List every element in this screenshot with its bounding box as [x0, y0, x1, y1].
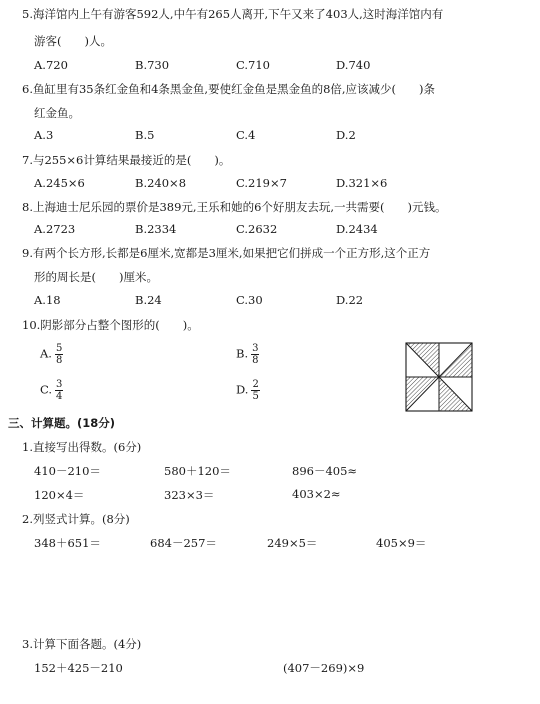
q7-option-d: D.321×6 [336, 176, 388, 190]
q5-option-c: C.710 [236, 58, 270, 72]
q10-option-d [236, 379, 260, 402]
fraction-numerator: 3 [252, 343, 259, 354]
q7-option-a: A.245×6 [34, 176, 85, 190]
shaded-square-figure [405, 342, 473, 412]
q6-line2: 红金鱼。 [34, 106, 80, 120]
oral-calc-item: 410－210＝ [34, 464, 101, 478]
fraction-denominator: 4 [56, 391, 63, 402]
oral-calc-item: 896－405≈ [292, 464, 358, 478]
q5-option-d: D.740 [336, 58, 371, 72]
fraction-numerator: 3 [56, 379, 63, 390]
q10-option-b-label: B. [236, 346, 249, 361]
part-2-title: 2.列竖式计算。(8分) [22, 512, 130, 526]
q10-option-a [40, 343, 63, 366]
q9-line2: 形的周长是( )厘米。 [34, 270, 158, 284]
q8-option-b: B.2334 [135, 222, 177, 236]
fraction-denominator: 8 [55, 355, 63, 366]
q5-option-a: A.720 [34, 58, 68, 72]
vertical-calc-item: 405×9＝ [376, 536, 427, 550]
q7-line1: 7.与255×6计算结果最接近的是( )。 [22, 153, 231, 167]
q10-option-a-label: A. [40, 346, 52, 361]
q8-option-d: D.2434 [336, 222, 378, 236]
q10-option-d-label: D. [236, 382, 249, 397]
q6-line1: 6.鱼缸里有35条红金鱼和4条黑金鱼,要使红金鱼是黑金鱼的8倍,应该减少( )条 [22, 82, 436, 96]
mixed-calc-item: (407－269)×9 [283, 661, 365, 675]
q10-line1: 10.阴影部分占整个图形的( )。 [22, 318, 199, 332]
q9-option-c: C.30 [236, 293, 263, 307]
q6-option-b: B.5 [135, 128, 155, 142]
q8-option-c: C.2632 [236, 222, 278, 236]
vertical-calc-item: 684－257＝ [150, 536, 217, 550]
q10-option-b-fraction [251, 343, 259, 366]
q8-option-a: A.2723 [34, 222, 76, 236]
q9-line1: 9.有两个长方形,长都是6厘米,宽都是3厘米,如果把它们拼成一个正方形,这个正方 [22, 246, 431, 260]
q7-option-b: B.240×8 [135, 176, 187, 190]
fraction-denominator: 5 [252, 391, 259, 402]
q5-line2: 游客( )人。 [34, 34, 112, 48]
q10-option-d-fraction [251, 379, 259, 402]
q5-line1: 5.海洋馆内上午有游客592人,中午有265人离开,下午又来了403人,这时海洋馆内有 [22, 7, 444, 21]
q9-option-d: D.22 [336, 293, 364, 307]
q8-line1: 8.上海迪士尼乐园的票价是389元,王乐和她的6个好朋友去玩,一共需要( )元钱。 [22, 200, 447, 214]
part-1-title: 1.直接写出得数。(6分) [22, 440, 142, 454]
section-3-title: 三、计算题。(18分) [8, 416, 116, 430]
q10-option-c-fraction [55, 379, 63, 402]
q6-option-d: D.2 [336, 128, 356, 142]
mixed-calc-item: 152＋425－210 [34, 661, 123, 675]
oral-calc-item: 323×3＝ [164, 488, 215, 502]
q10-option-a-fraction [55, 343, 63, 366]
vertical-calc-item: 249×5＝ [267, 536, 318, 550]
fraction-denominator: 8 [252, 355, 259, 366]
q10-option-c-label: C. [40, 382, 53, 397]
fraction-numerator: 5 [55, 343, 63, 354]
q9-option-a: A.18 [34, 293, 61, 307]
q6-option-c: C.4 [236, 128, 256, 142]
oral-calc-item: 580＋120＝ [164, 464, 231, 478]
vertical-calc-item: 348＋651＝ [34, 536, 101, 550]
part-3-title: 3.计算下面各题。(4分) [22, 637, 142, 651]
oral-calc-item: 120×4＝ [34, 488, 85, 502]
q9-option-b: B.24 [135, 293, 162, 307]
q10-option-b [236, 343, 259, 366]
q5-option-b: B.730 [135, 58, 170, 72]
fraction-numerator: 2 [252, 379, 259, 390]
q7-option-c: C.219×7 [236, 176, 287, 190]
q10-option-c [40, 379, 63, 402]
oral-calc-item: 403×2≈ [292, 487, 341, 501]
q6-option-a: A.3 [34, 128, 54, 142]
